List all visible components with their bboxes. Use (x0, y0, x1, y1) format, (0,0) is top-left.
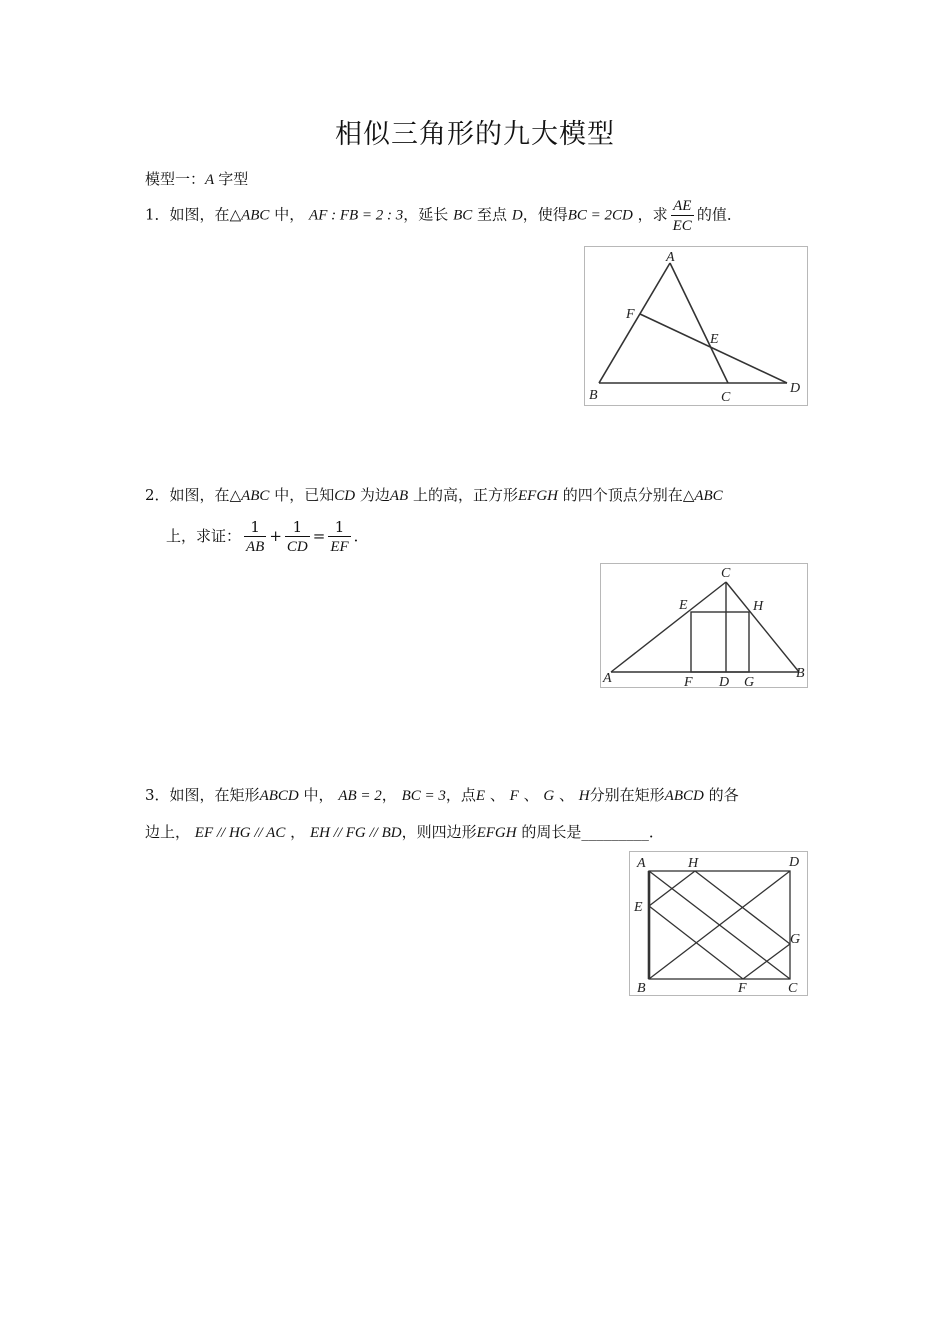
plus-sign: + (269, 527, 282, 545)
q2-efgh: EFGH (518, 488, 559, 504)
q2-abc: ABC (694, 488, 723, 504)
q2-fraction-2 (285, 518, 310, 556)
segment-fd (640, 314, 787, 383)
label-d: D (790, 381, 801, 396)
q1-text: ，延长 (403, 205, 449, 224)
q3-h: H (578, 788, 590, 804)
q2-text: ． (353, 527, 369, 545)
label-c: C (788, 981, 798, 995)
q2-cd: CD (334, 488, 356, 504)
figure-1 (584, 246, 808, 406)
q2-frac2-num: 1 (285, 518, 310, 537)
q2-abc: ABC (241, 488, 270, 504)
q2-text: 如图，在 (169, 486, 230, 504)
segment-ac (670, 263, 728, 383)
q3-text: 、 (523, 786, 539, 804)
q3-parallel-1: EF // HG // AC (194, 825, 286, 841)
model-heading-var: A (205, 172, 215, 188)
q2-text: 为边 (359, 486, 390, 504)
segment-ac (611, 582, 726, 672)
q1-text: 中， (274, 205, 305, 224)
q2-text: 上的高，正方形 (413, 486, 519, 504)
question-3-line-2 (145, 821, 664, 844)
figure-2-diagram (601, 564, 807, 687)
q3-ab: AB = 2 (338, 788, 382, 804)
q1-fraction (671, 196, 694, 235)
q3-text: 分别在矩形 (589, 786, 665, 804)
label-a: A (637, 856, 646, 871)
q2-text: 上，求证： (166, 527, 242, 545)
q2-frac1-den: AB (246, 539, 265, 555)
question-3 (145, 784, 739, 807)
q3-text: 如图，在矩形 (169, 786, 260, 804)
q2-frac1-num: 1 (244, 518, 266, 537)
q2-fraction-1 (244, 518, 266, 556)
q1-frac-den: EC (672, 218, 692, 234)
label-f: F (626, 307, 635, 322)
figure-3 (629, 851, 808, 996)
triangle-symbol: △ (682, 486, 695, 504)
q3-text: 边上， (145, 823, 191, 841)
answer-blank: _________ (581, 823, 649, 841)
question-2-line-2 (166, 518, 369, 556)
label-e: E (710, 332, 719, 347)
q3-g: G (543, 788, 555, 804)
q3-e: E (475, 788, 486, 804)
q1-frac-num: AE (673, 198, 692, 214)
q2-ab: AB (389, 488, 409, 504)
page-title: 相似三角形的九大模型 (335, 119, 615, 150)
q3-text: 的周长是 (521, 823, 582, 841)
q3-abcd: ABCD (259, 788, 299, 804)
q3-text: 中， (303, 786, 334, 804)
label-b: B (796, 666, 805, 681)
figure-2 (600, 563, 808, 688)
q2-text: 的四个顶点分别在 (562, 486, 683, 504)
label-a: A (666, 250, 675, 265)
q1-number: 1． (145, 205, 170, 224)
q2-frac2-den: CD (286, 539, 308, 555)
label-g: G (744, 675, 755, 687)
q3-efgh: EFGH (476, 825, 517, 841)
triangle-symbol: △ (229, 205, 242, 224)
question-1 (145, 196, 742, 235)
q1-bc: BC (453, 207, 473, 224)
q1-text: 至点 (477, 205, 508, 224)
q1-text: 的值． (696, 205, 742, 224)
q3-text: 、 (559, 786, 575, 804)
q2-frac3-num: 1 (328, 518, 350, 537)
label-e: E (634, 900, 643, 915)
q3-bc: BC = 3 (401, 788, 446, 804)
label-f: F (738, 981, 747, 995)
q2-number: 2． (145, 486, 170, 504)
label-e: E (679, 598, 688, 613)
q3-abcd: ABCD (664, 788, 704, 804)
q3-text: 的各 (708, 786, 739, 804)
q2-frac3-den: EF (330, 539, 349, 555)
q3-text: ，点 (445, 786, 476, 804)
q3-f: F (509, 788, 519, 804)
label-c: C (721, 566, 731, 581)
label-b: B (589, 388, 598, 403)
label-f: F (684, 675, 693, 687)
equals-sign: = (312, 527, 326, 545)
q3-text: ， (381, 786, 397, 804)
q1-ratio: AF : FB = 2 : 3 (309, 207, 404, 224)
segment-bc (726, 582, 799, 672)
model-heading (145, 168, 248, 191)
q1-d: D (511, 207, 523, 224)
triangle-symbol: △ (229, 486, 242, 504)
q3-text: ， (290, 823, 306, 841)
q3-text: ． (648, 823, 664, 841)
q1-abc: ABC (241, 207, 270, 224)
question-2 (145, 484, 723, 507)
label-h: H (688, 856, 699, 871)
label-d: D (719, 675, 730, 687)
q3-text: 、 (489, 786, 505, 804)
q1-text: 如图，在 (169, 205, 230, 224)
model-heading-suffix: 字型 (218, 170, 249, 188)
q1-equation: BC = 2CD (567, 207, 633, 224)
label-c: C (721, 390, 731, 405)
q3-text: ，则四边形 (401, 823, 477, 841)
label-h: H (753, 599, 764, 614)
q3-parallel-2: EH // FG // BD (309, 825, 402, 841)
label-d: D (789, 855, 800, 870)
square-efgh (691, 612, 749, 672)
q2-text: 中，已知 (274, 486, 335, 504)
q2-fraction-3 (328, 518, 350, 556)
model-heading-prefix: 模型一： (145, 170, 206, 188)
figure-1-diagram (585, 247, 807, 405)
q1-text: ，使得 (522, 205, 568, 224)
figure-3-diagram (630, 852, 807, 995)
label-a: A (603, 671, 612, 686)
q1-text: ，求 (637, 205, 668, 224)
label-b: B (637, 981, 646, 995)
label-g: G (790, 932, 801, 947)
q3-number: 3． (145, 786, 170, 804)
